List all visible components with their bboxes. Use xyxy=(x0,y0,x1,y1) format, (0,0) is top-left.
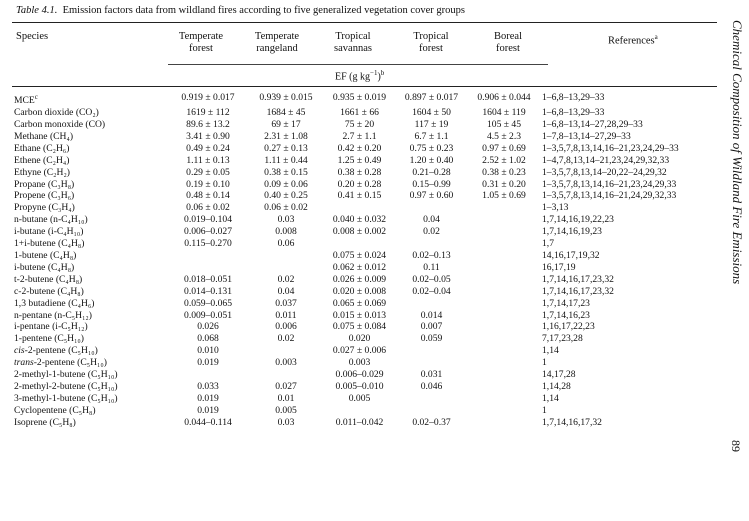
references-cell: 1,7,14,16,17,23,32 xyxy=(542,285,614,297)
tropical-forest-cell xyxy=(397,238,466,250)
table-row xyxy=(14,155,712,167)
boreal-forest-cell: 0.97 ± 0.69 xyxy=(482,142,526,154)
table-row xyxy=(14,190,712,202)
species-cell: i-pentane (i-C₅H₁₂) xyxy=(14,321,88,333)
species-cell: cis-2-pentene (C₅H₁₀) xyxy=(14,345,98,357)
temperate-forest-cell: 0.014–0.131 xyxy=(184,285,232,297)
temperate-forest-cell: 0.033 xyxy=(197,380,219,392)
tropical-savannas-cell: 0.040 ± 0.032 xyxy=(332,214,387,226)
species-cell: Ethane (C₂H₆) xyxy=(14,142,70,154)
tropical-forest-cell xyxy=(397,405,466,417)
references-cell: 1,7 xyxy=(542,238,554,250)
tropical-savannas-cell xyxy=(322,405,397,417)
tropical-savannas-cell: 1.25 ± 0.49 xyxy=(337,154,382,166)
temperate-forest-cell: 0.115–0.270 xyxy=(184,238,232,250)
species-cell: i-butane (i-C₄H₁₀) xyxy=(14,226,84,238)
tropical-savannas-cell: 0.015 ± 0.013 xyxy=(332,309,387,321)
table-row xyxy=(14,179,712,191)
table-row xyxy=(14,417,712,429)
tropical-savannas-cell: 75 ± 20 xyxy=(344,119,375,130)
species-cell: 1-butene (C₄H₈) xyxy=(14,249,77,261)
temperate-forest-cell: 0.018–0.051 xyxy=(184,273,232,285)
tropical-savannas-cell: 0.003 xyxy=(348,357,371,369)
table-row xyxy=(14,107,712,119)
tropical-savannas-cell: 0.065 ± 0.069 xyxy=(332,297,387,309)
tropical-forest-cell: 0.897 ± 0.017 xyxy=(404,92,459,103)
boreal-forest-cell: 0.38 ± 0.23 xyxy=(482,166,526,178)
references-cell: 1–6,8–13,29–33 xyxy=(542,107,605,119)
tropical-savannas-cell: 0.005–0.010 xyxy=(335,380,384,392)
species-cell: n-pentane (n-C₅H₁₂) xyxy=(14,309,92,321)
tropical-savannas-cell: 0.020 xyxy=(348,333,371,345)
ef-unit-label: EF (g $kg^{-1})^b$ xyxy=(335,69,385,83)
temperate-forest-cell: 0.019–0.104 xyxy=(184,214,232,226)
table-label: Table 4.1. xyxy=(16,5,58,16)
tropical-forest-cell: 0.007 xyxy=(420,321,443,333)
boreal-forest-cell: 105 ± 45 xyxy=(486,119,522,130)
table-row xyxy=(14,321,712,333)
temperate-rangeland-cell: 0.03 xyxy=(277,416,295,428)
boreal-forest-cell xyxy=(466,286,542,298)
tropical-forest-cell xyxy=(397,393,466,405)
boreal-forest-cell xyxy=(466,393,542,405)
boreal-forest-cell xyxy=(466,381,542,393)
table-row xyxy=(14,381,712,393)
species-cell: 1-pentene (C₅H₁₀) xyxy=(14,333,84,345)
temperate-rangeland-cell: 0.02 xyxy=(277,333,295,345)
table-row xyxy=(14,131,712,143)
tropical-forest-cell: 1604 ± 50 xyxy=(412,107,451,119)
species-cell: Isoprene (C₅H₈) xyxy=(14,416,76,428)
temperate-forest-cell: 0.006–0.027 xyxy=(184,226,232,238)
species-cell: trans-2-pentene (C₅H₁₀) xyxy=(14,357,107,369)
tropical-forest-cell: 0.75 ± 0.23 xyxy=(409,142,454,154)
table-row xyxy=(14,143,712,155)
references-cell: 1–3,5,7,8,13,14,16–21,24,29,32,33 xyxy=(542,190,677,202)
temperate-rangeland-cell: 0.27 ± 0.13 xyxy=(264,142,308,154)
species-cell: n-butane (n-C₄H₁₀) xyxy=(14,214,88,226)
temperate-rangeland-cell: 0.09 ± 0.06 xyxy=(264,178,308,190)
species-cell: Cyclopentene (C₅H₈) xyxy=(14,404,96,416)
species-cell: 3-methyl-1-butene (C₅H₁₀) xyxy=(14,392,118,404)
species-cell: Propane (C₃H₈) xyxy=(14,178,75,190)
tropical-forest-cell: 0.02–0.13 xyxy=(412,249,451,261)
page-number: 89 xyxy=(729,440,743,452)
tropical-savannas-cell: 0.075 ± 0.084 xyxy=(332,321,387,333)
boreal-forest-cell xyxy=(466,369,542,381)
temperate-rangeland-cell xyxy=(250,250,322,262)
temperate-forest-cell: 0.009–0.051 xyxy=(184,309,232,321)
header-species: Species xyxy=(16,31,49,42)
table-row xyxy=(14,167,712,179)
header-tropical-savannas: Tropical savannas xyxy=(334,31,372,54)
table-row xyxy=(14,226,712,238)
tropical-savannas-cell: 0.011–0.042 xyxy=(335,416,384,428)
temperate-forest-cell: 0.068 xyxy=(197,333,219,345)
table-row xyxy=(14,119,712,131)
tropical-savannas-cell: 0.42 ± 0.20 xyxy=(337,142,382,154)
temperate-rangeland-cell xyxy=(250,262,322,274)
tropical-savannas-cell: 0.027 ± 0.006 xyxy=(332,345,387,357)
table-row xyxy=(14,333,712,345)
references-cell: 1,14 xyxy=(542,392,559,404)
temperate-rangeland-cell: 0.06 ± 0.02 xyxy=(264,202,308,214)
references-cell: 1–3,13 xyxy=(542,202,569,214)
table-row xyxy=(14,92,712,107)
boreal-forest-cell: 0.31 ± 0.20 xyxy=(482,178,526,190)
tropical-forest-cell xyxy=(397,202,466,214)
header-temperate-rangeland: Temperate rangeland xyxy=(254,31,300,54)
tropical-savannas-cell: 0.020 ± 0.008 xyxy=(332,285,387,297)
table-title: Emission factors data from wildland fires according to five generalized vegetation cover groups xyxy=(62,5,465,16)
references-cell: 1,7,14,16,19,22,23 xyxy=(542,214,614,226)
boreal-forest-cell: 1604 ± 119 xyxy=(482,107,526,119)
tropical-forest-cell: 0.02–0.05 xyxy=(412,273,451,285)
table-row xyxy=(14,274,712,286)
boreal-forest-cell xyxy=(466,238,542,250)
species-cell: Ethene (C₂H₄) xyxy=(14,154,70,166)
temperate-forest-cell: 0.48 ± 0.14 xyxy=(186,190,230,202)
references-cell: 1–3,5,7,8,13,14,16–21,23,24,29–33 xyxy=(542,142,679,154)
references-cell: 1–3,5,7,8,13,14,16–21,23,24,29,33 xyxy=(542,178,677,190)
references-cell: 7,17,23,28 xyxy=(542,333,583,345)
temperate-rangeland-cell xyxy=(250,369,322,381)
temperate-forest-cell: 0.019 xyxy=(197,392,219,404)
tropical-forest-cell: 0.04 xyxy=(423,214,440,226)
tropical-savannas-cell: 0.38 ± 0.28 xyxy=(337,166,382,178)
temperate-rangeland-cell: 0.06 xyxy=(277,238,295,250)
tropical-forest-cell: 0.02–0.37 xyxy=(412,416,451,428)
table-row xyxy=(14,357,712,369)
boreal-forest-cell: 1.05 ± 0.69 xyxy=(482,190,526,202)
boreal-forest-cell: 0.906 ± 0.044 xyxy=(477,92,531,103)
emission-factors-table xyxy=(14,92,712,429)
tropical-savannas-cell: 0.062 ± 0.012 xyxy=(332,261,387,273)
table-row xyxy=(14,238,712,250)
boreal-forest-cell xyxy=(466,298,542,310)
boreal-forest-cell xyxy=(466,262,542,274)
references-cell: 1–7,8–13,14–27,29–33 xyxy=(542,130,631,142)
tropical-forest-cell: 0.21–0.28 xyxy=(412,166,451,178)
temperate-rangeland-cell: 0.005 xyxy=(275,404,297,416)
tropical-forest-cell: 0.15–0.99 xyxy=(412,178,451,190)
species-cell: 2-methyl-1-butene (C₅H₁₀) xyxy=(14,369,118,381)
temperate-forest-cell: 0.06 ± 0.02 xyxy=(186,202,230,214)
tropical-forest-cell: 6.7 ± 1.1 xyxy=(414,130,449,142)
tropical-forest-cell: 0.059 xyxy=(420,333,443,345)
tropical-forest-cell: 0.014 xyxy=(420,309,443,321)
table-row xyxy=(14,298,712,310)
boreal-forest-cell: 2.52 ± 1.02 xyxy=(482,154,526,166)
boreal-forest-cell xyxy=(466,357,542,369)
table-row xyxy=(14,286,712,298)
boreal-forest-cell xyxy=(466,274,542,286)
tropical-savannas-cell: 0.026 ± 0.009 xyxy=(332,273,387,285)
references-cell: 1,7,14,16,17,32 xyxy=(542,416,602,428)
boreal-forest-cell: 4.5 ± 2.3 xyxy=(486,130,522,142)
temperate-rangeland-cell: 0.02 xyxy=(277,273,295,285)
table-row xyxy=(14,214,712,226)
temperate-rangeland-cell: 0.04 xyxy=(277,285,295,297)
boreal-forest-cell xyxy=(466,202,542,214)
tropical-savannas-cell: 0.006–0.029 xyxy=(335,369,384,381)
temperate-forest-cell: 0.044–0.114 xyxy=(184,416,232,428)
tropical-savannas-cell: 0.075 ± 0.024 xyxy=(332,249,387,261)
boreal-forest-cell xyxy=(466,333,542,345)
table-row xyxy=(14,250,712,262)
temperate-forest-cell: 1.11 ± 0.13 xyxy=(186,154,230,166)
temperate-rangeland-cell: 0.003 xyxy=(275,357,297,369)
temperate-forest-cell: 0.19 ± 0.10 xyxy=(186,178,230,190)
references-cell: 1,7,14,16,17,23,32 xyxy=(542,273,614,285)
temperate-rangeland-cell: 0.027 xyxy=(275,380,297,392)
references-cell: 1,7,14,16,23 xyxy=(542,309,590,321)
tropical-savannas-cell: 0.41 ± 0.15 xyxy=(337,190,382,202)
species-cell: Carbon dioxide (CO₂) xyxy=(14,107,99,119)
boreal-forest-cell xyxy=(466,321,542,333)
table-row xyxy=(14,393,712,405)
tropical-savannas-cell: 0.005 xyxy=(348,392,371,404)
references-cell: 1,14,28 xyxy=(542,380,571,392)
temperate-rangeland-cell: 1.11 ± 0.44 xyxy=(264,154,308,166)
species-cell: 2-methyl-2-butene (C₅H₁₀) xyxy=(14,380,118,392)
tropical-forest-cell: 1.20 ± 0.40 xyxy=(409,154,454,166)
tropical-savannas-cell: 0.20 ± 0.28 xyxy=(337,178,382,190)
temperate-forest-cell xyxy=(166,369,250,381)
tropical-forest-cell: 0.02–0.04 xyxy=(412,285,451,297)
tropical-forest-cell: 117 ± 19 xyxy=(414,119,449,130)
temperate-rangeland-cell: 0.38 ± 0.15 xyxy=(264,166,308,178)
header-references: References$^a$ xyxy=(608,33,658,47)
references-cell: 1 xyxy=(542,404,547,416)
temperate-rangeland-cell: 0.01 xyxy=(277,392,295,404)
table-row xyxy=(14,405,712,417)
boreal-forest-cell xyxy=(466,310,542,322)
references-cell: 1–6,8–13,29–33 xyxy=(542,92,605,103)
references-cell: 16,17,19 xyxy=(542,261,576,273)
references-cell: 1–3,5,7,8,13,14–20,22–24,29,32 xyxy=(542,166,667,178)
species-cell: c-2-butene (C₄H₈) xyxy=(14,285,84,297)
references-cell: 14,17,28 xyxy=(542,369,576,381)
header-boreal-forest: Boreal forest xyxy=(494,31,522,54)
tropical-forest-cell: 0.02 xyxy=(423,226,440,238)
table-row xyxy=(14,345,712,357)
temperate-rangeland-cell: 0.011 xyxy=(275,309,297,321)
temperate-rangeland-cell: 1684 ± 45 xyxy=(266,107,306,119)
temperate-forest-cell: 0.919 ± 0.017 xyxy=(181,92,235,103)
top-rule xyxy=(12,22,717,23)
header-bottom-rule xyxy=(12,86,717,87)
temperate-forest-cell: 0.026 xyxy=(197,321,219,333)
tropical-savannas-cell: 1661 ± 66 xyxy=(340,107,379,119)
tropical-forest-cell: 0.11 xyxy=(423,261,440,273)
boreal-forest-cell xyxy=(466,226,542,238)
species-cell: Methane (CH₄) xyxy=(14,130,74,142)
tropical-forest-cell xyxy=(397,357,466,369)
references-cell: 1 xyxy=(542,357,547,369)
temperate-forest-cell: 0.019 xyxy=(197,357,219,369)
header-temperate-forest: Temperate forest xyxy=(178,31,224,54)
temperate-rangeland-cell: 0.008 xyxy=(275,226,297,238)
temperate-forest-cell: 0.059–0.065 xyxy=(184,297,232,309)
boreal-forest-cell xyxy=(466,345,542,357)
table-row xyxy=(14,202,712,214)
tropical-savannas-cell: 0.935 ± 0.019 xyxy=(332,92,387,103)
temperate-rangeland-cell: 0.939 ± 0.015 xyxy=(259,92,313,103)
species-cell: 1,3 butadiene (C₄H₆) xyxy=(14,297,95,309)
references-cell: 14,16,17,19,32 xyxy=(542,249,600,261)
tropical-forest-cell: 0.031 xyxy=(420,369,443,381)
references-cell: 1,7,14,17,23 xyxy=(542,297,590,309)
temperate-forest-cell: 0.010 xyxy=(197,345,219,357)
species-cell: Ethyne (C₂H₂) xyxy=(14,166,70,178)
temperate-rangeland-cell: 0.03 xyxy=(277,214,295,226)
tropical-forest-cell xyxy=(397,345,466,357)
tropical-savannas-cell: 0.008 ± 0.002 xyxy=(332,226,387,238)
temperate-forest-cell xyxy=(166,262,250,274)
temperate-forest-cell: 89.6 ± 13.2 xyxy=(186,119,230,130)
temperate-rangeland-cell xyxy=(250,345,322,357)
species-cell: t-2-butene (C₄H₈) xyxy=(14,273,83,285)
ef-group-rule xyxy=(168,64,548,65)
header-tropical-forest: Tropical forest xyxy=(413,31,449,54)
species-cell: 1+i-butene (C₄H₈) xyxy=(14,238,85,250)
species-cell: Carbon monoxide (CO) xyxy=(14,119,106,130)
temperate-forest-cell: 1619 ± 112 xyxy=(186,107,230,119)
table-row xyxy=(14,369,712,381)
table-caption xyxy=(16,5,465,16)
temperate-forest-cell: 0.49 ± 0.24 xyxy=(186,142,230,154)
tropical-savannas-cell: 2.7 ± 1.1 xyxy=(342,130,377,142)
temperate-forest-cell: 0.29 ± 0.05 xyxy=(186,166,230,178)
temperate-rangeland-cell: 69 ± 17 xyxy=(271,119,301,130)
tropical-savannas-cell xyxy=(322,238,397,250)
species-cell: Propene (C₃H₆) xyxy=(14,190,75,202)
boreal-forest-cell xyxy=(466,214,542,226)
temperate-rangeland-cell: 2.31 ± 1.08 xyxy=(264,130,308,142)
temperate-rangeland-cell: 0.40 ± 0.25 xyxy=(264,190,308,202)
boreal-forest-cell xyxy=(466,405,542,417)
tropical-savannas-cell xyxy=(322,202,397,214)
references-cell: 1–4,7,8,13,14–21,23,24,29,32,33 xyxy=(542,154,670,166)
tropical-forest-cell: 0.97 ± 0.60 xyxy=(409,190,454,202)
running-title: Chemical Composition of Wildland Fire Emissions xyxy=(730,20,745,285)
temperate-forest-cell xyxy=(166,250,250,262)
temperate-forest-cell: 0.019 xyxy=(197,404,219,416)
tropical-forest-cell: 0.046 xyxy=(420,380,443,392)
tropical-forest-cell xyxy=(397,298,466,310)
references-cell: 1–6,8–13,14–27,28,29–33 xyxy=(542,119,643,130)
temperate-forest-cell: 3.41 ± 0.90 xyxy=(186,130,230,142)
references-cell: 1,14 xyxy=(542,345,559,357)
references-cell: 1,7,14,16,19,23 xyxy=(542,226,602,238)
species-cell: i-butene (C₄H₈) xyxy=(14,261,75,273)
species-cell: Propyne (C₃H₄) xyxy=(14,202,75,214)
boreal-forest-cell xyxy=(466,250,542,262)
temperate-rangeland-cell: 0.037 xyxy=(275,297,297,309)
species-cell: MCE$^c$ xyxy=(14,93,38,107)
temperate-rangeland-cell: 0.006 xyxy=(275,321,297,333)
table-row xyxy=(14,262,712,274)
references-cell: 1,16,17,22,23 xyxy=(542,321,595,333)
boreal-forest-cell xyxy=(466,417,542,429)
table-row xyxy=(14,310,712,322)
